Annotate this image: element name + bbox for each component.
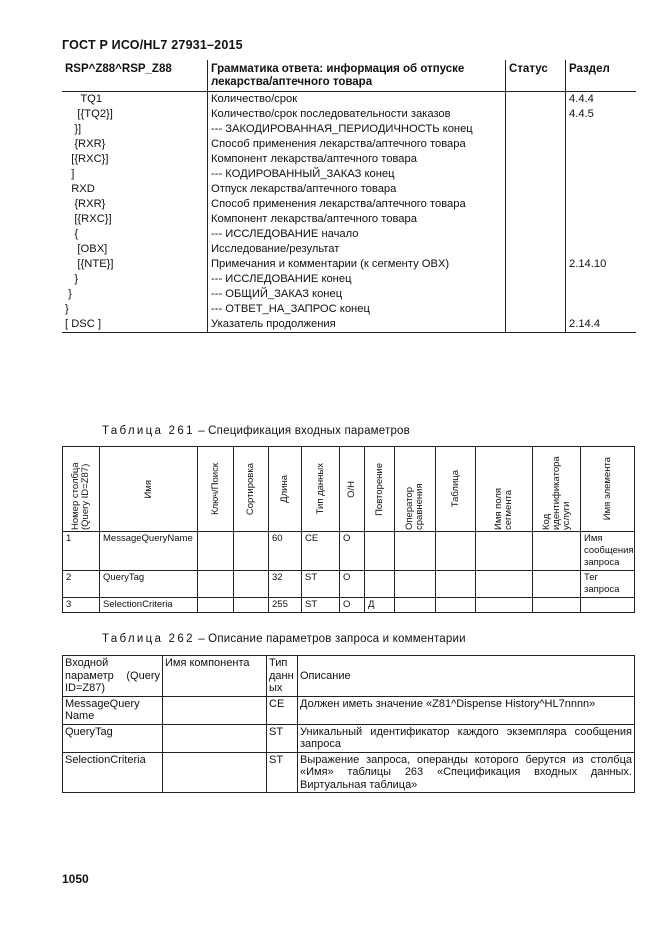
col-header: Имя элемента bbox=[581, 447, 635, 532]
table-row: QueryTag ST Уникальный идентификатор каждого экземпляра сообщения запроса bbox=[63, 724, 635, 752]
grammar-col-grammar: Грамматика ответа: информация об отпуске лекарства/аптечного товара bbox=[208, 60, 506, 92]
grammar-col-status: Статус bbox=[506, 60, 566, 92]
table-row: [{RXC}] Компонент лекарства/аптечного товара bbox=[62, 152, 636, 167]
table-row: [ DSC ] Указатель продолжения 2.14.4 bbox=[62, 317, 636, 333]
table-row: [{TQ2}] Количество/срок последовательности заказов 4.4.5 bbox=[62, 107, 636, 122]
col-header: Сортировка bbox=[234, 447, 269, 532]
col-header: О/Н bbox=[340, 447, 365, 532]
table-row: } --- ИССЛЕДОВАНИЕ конец bbox=[62, 272, 636, 287]
col-header: Таблица bbox=[436, 447, 476, 532]
table-row: [{RXC}] Компонент лекарства/аптечного товара bbox=[62, 212, 636, 227]
table-row: RXD Отпуск лекарства/аптечного товара bbox=[62, 182, 636, 197]
col-header: Код идентификатора услуги bbox=[533, 447, 581, 532]
col-header: Имя компонента bbox=[163, 656, 267, 697]
col-header: Входной параметр (Query ID=Z87) bbox=[63, 656, 163, 697]
col-header: Имя bbox=[100, 447, 198, 532]
grammar-col-message: RSP^Z88^RSP_Z88 bbox=[62, 60, 208, 92]
col-header: Длина bbox=[269, 447, 302, 532]
table-row: }] --- ЗАКОДИРОВАННАЯ_ПЕРИОДИЧНОСТЬ конец bbox=[62, 122, 636, 137]
table-row: {RXR} Способ применения лекарства/аптечного товара bbox=[62, 137, 636, 152]
table-row: [OBX] Исследование/результат bbox=[62, 242, 636, 257]
grammar-table bbox=[62, 60, 636, 333]
document-header: ГОСТ Р ИСО/HL7 27931–2015 bbox=[62, 38, 243, 52]
table-row: TQ1 Количество/срок 4.4.4 bbox=[62, 92, 636, 108]
table-row: {RXR} Способ применения лекарства/аптечного товара bbox=[62, 197, 636, 212]
col-header: Описание bbox=[298, 656, 635, 697]
table-row: { --- ИССЛЕДОВАНИЕ начало bbox=[62, 227, 636, 242]
grammar-col-section: Раздел bbox=[566, 60, 637, 92]
col-header: Повторение bbox=[365, 447, 395, 532]
table-row: } --- ОТВЕТ_НА_ЗАПРОС конец bbox=[62, 302, 636, 317]
table-row: MessageQuery Name CE Должен иметь значение «Z81^Dispense History^HL7nnnn» bbox=[63, 696, 635, 724]
table-row: 1 MessageQueryName 60 CE O Имя сообщения запроса bbox=[63, 532, 635, 571]
table-262 bbox=[62, 655, 635, 793]
col-header: Номер столбца (Query ID=Z87) bbox=[63, 447, 100, 532]
col-header: Имя поля сегмента bbox=[476, 447, 533, 532]
table-row: [{NTE}] Примечания и комментарии (к сегменту OBX) 2.14.10 bbox=[62, 257, 636, 272]
table-row: } --- ОБЩИЙ_ЗАКАЗ конец bbox=[62, 287, 636, 302]
col-header: Ключ/Поиск bbox=[198, 447, 234, 532]
col-header: Тип данных bbox=[267, 656, 298, 697]
table-row: 3 SelectionCriteria 255 ST O Д bbox=[63, 598, 635, 613]
page-number: 1050 bbox=[62, 872, 89, 886]
table-row: ] --- КОДИРОВАННЫЙ_ЗАКАЗ конец bbox=[62, 167, 636, 182]
table-row: SelectionCriteria ST Выражение запроса, операнды которого берутся из столбца «Имя» таблицы 263 «Спецификация входных данных. Виртуальная таблица» bbox=[63, 752, 635, 793]
table-261 bbox=[62, 446, 635, 613]
col-header: Оператор сравнения bbox=[395, 447, 436, 532]
table-262-caption: Таблица 262 – Описание параметров запроса и комментарии bbox=[102, 633, 466, 645]
table-261-caption: Таблица 261 – Спецификация входных параметров bbox=[102, 425, 410, 437]
col-header: Тип данных bbox=[302, 447, 340, 532]
table-row: 2 QueryTag 32 ST O Тег запроса bbox=[63, 571, 635, 598]
